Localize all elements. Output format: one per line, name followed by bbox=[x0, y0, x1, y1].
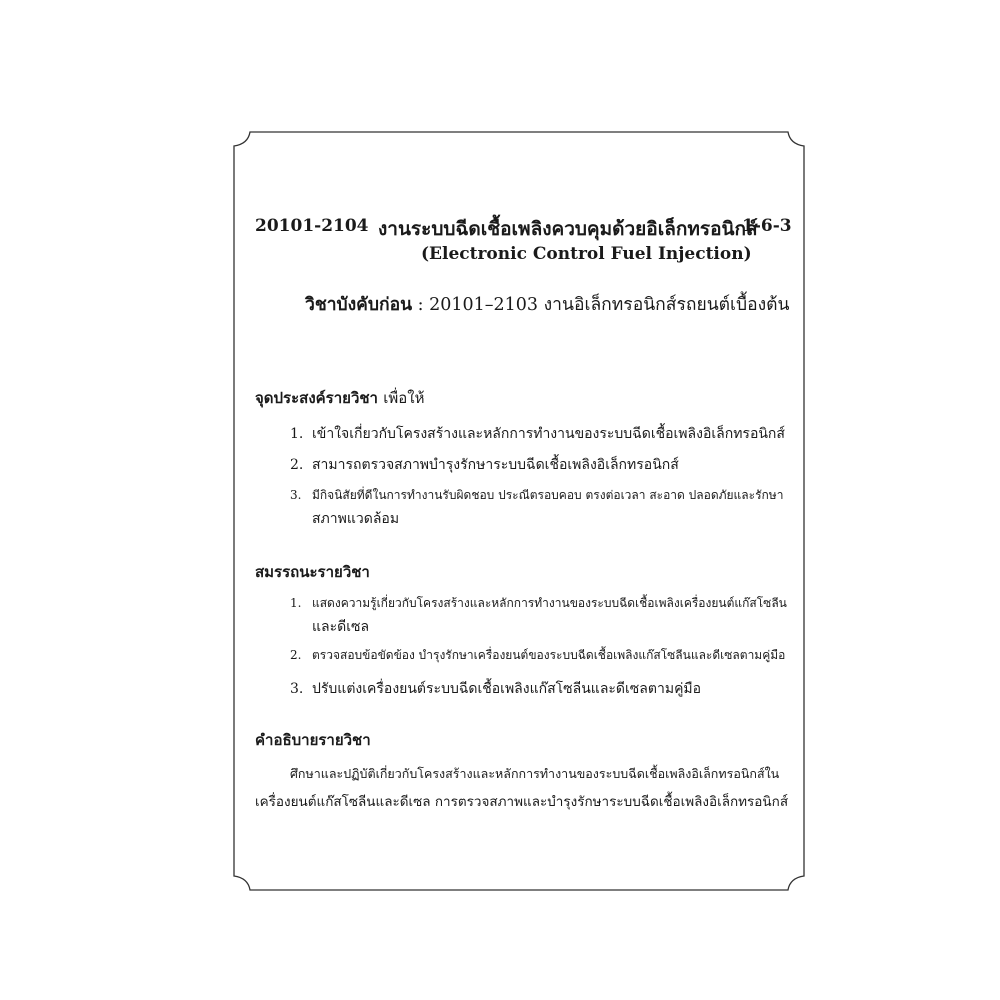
objectives-heading-label: จุดประสงค์รายวิชา bbox=[255, 389, 378, 407]
competencies-heading: สมรรถนะรายวิชา bbox=[255, 563, 370, 581]
prerequisite-value: 20101–2103 งานอิเล็กทรอนิกส์รถยนต์เบื้องต้น bbox=[429, 295, 790, 315]
objective-item bbox=[290, 423, 785, 445]
objectives-heading bbox=[255, 386, 424, 410]
objective-text: เข้าใจเกี่ยวกับโครงสร้างและหลักการทำงานของระบบฉีดเชื้อเพลิงอิเล็กทรอนิกส์ bbox=[312, 426, 785, 442]
prerequisite-line bbox=[305, 290, 790, 318]
course-title-english: (Electronic Control Fuel Injection) bbox=[421, 244, 752, 264]
objective-continuation: สภาพแวดล้อม bbox=[312, 511, 400, 527]
objective-text: มีกิจนิสัยที่ดีในการทำงานรับผิดชอบ ประณีตรอบคอบ ตรงต่อเวลา สะอาด ปลอดภัยและรักษา bbox=[312, 488, 784, 502]
objective-text: สามารถตรวจสภาพบำรุงรักษาระบบฉีดเชื้อเพลิงอิเล็กทรอนิกส์ bbox=[312, 457, 679, 473]
description-heading: คำอธิบายรายวิชา bbox=[255, 731, 371, 749]
objective-number: 3. bbox=[290, 488, 302, 502]
competency-item bbox=[290, 678, 701, 700]
course-code: 20101-2104 bbox=[255, 216, 369, 236]
competency-number: 2. bbox=[290, 648, 302, 662]
objective-number: 2. bbox=[290, 457, 304, 473]
prerequisite-label: วิชาบังคับก่อน bbox=[305, 295, 413, 315]
competency-number: 1. bbox=[290, 596, 302, 610]
competency-text: ปรับแต่งเครื่องยนต์ระบบฉีดเชื้อเพลิงแก๊สโซลีนและดีเซลตามคู่มือ bbox=[312, 681, 702, 697]
competency-text: ตรวจสอบข้อขัดข้อง บำรุงรักษาเครื่องยนต์ของระบบฉีดเชื้อเพลิงแก๊สโซลีนและดีเซลตามคู่มือ bbox=[312, 648, 786, 662]
competency-continuation: และดีเซล bbox=[312, 619, 370, 635]
objectives-heading-suffix: เพื่อให้ bbox=[383, 389, 425, 407]
objective-number: 1. bbox=[290, 426, 304, 442]
objective-item bbox=[290, 454, 679, 476]
course-title-thai: งานระบบฉีดเชื้อเพลิงควบคุมด้วยอิเล็กทรอนิกส์ bbox=[378, 218, 758, 240]
competency-item bbox=[290, 594, 787, 613]
competency-item bbox=[290, 646, 785, 665]
description-line-2: เครื่องยนต์แก๊สโซลีนและดีเซล การตรวจสภาพและบำรุงรักษาระบบฉีดเชื้อเพลิงอิเล็กทรอนิกส์ bbox=[255, 794, 789, 810]
course-credits: 1-6-3 bbox=[742, 216, 792, 236]
description-line-1: ศึกษาและปฏิบัติเกี่ยวกับโครงสร้างและหลักการทำงานของระบบฉีดเชื้อเพลิงอิเล็กทรอนิกส์ใน bbox=[290, 766, 780, 781]
prerequisite-separator: : bbox=[412, 295, 430, 315]
competency-text: แสดงความรู้เกี่ยวกับโครงสร้างและหลักการทำงานของระบบฉีดเชื้อเพลิงเครื่องยนต์แก๊สโซลีน bbox=[312, 596, 787, 610]
objective-item bbox=[290, 486, 783, 505]
competency-number: 3. bbox=[290, 681, 304, 697]
